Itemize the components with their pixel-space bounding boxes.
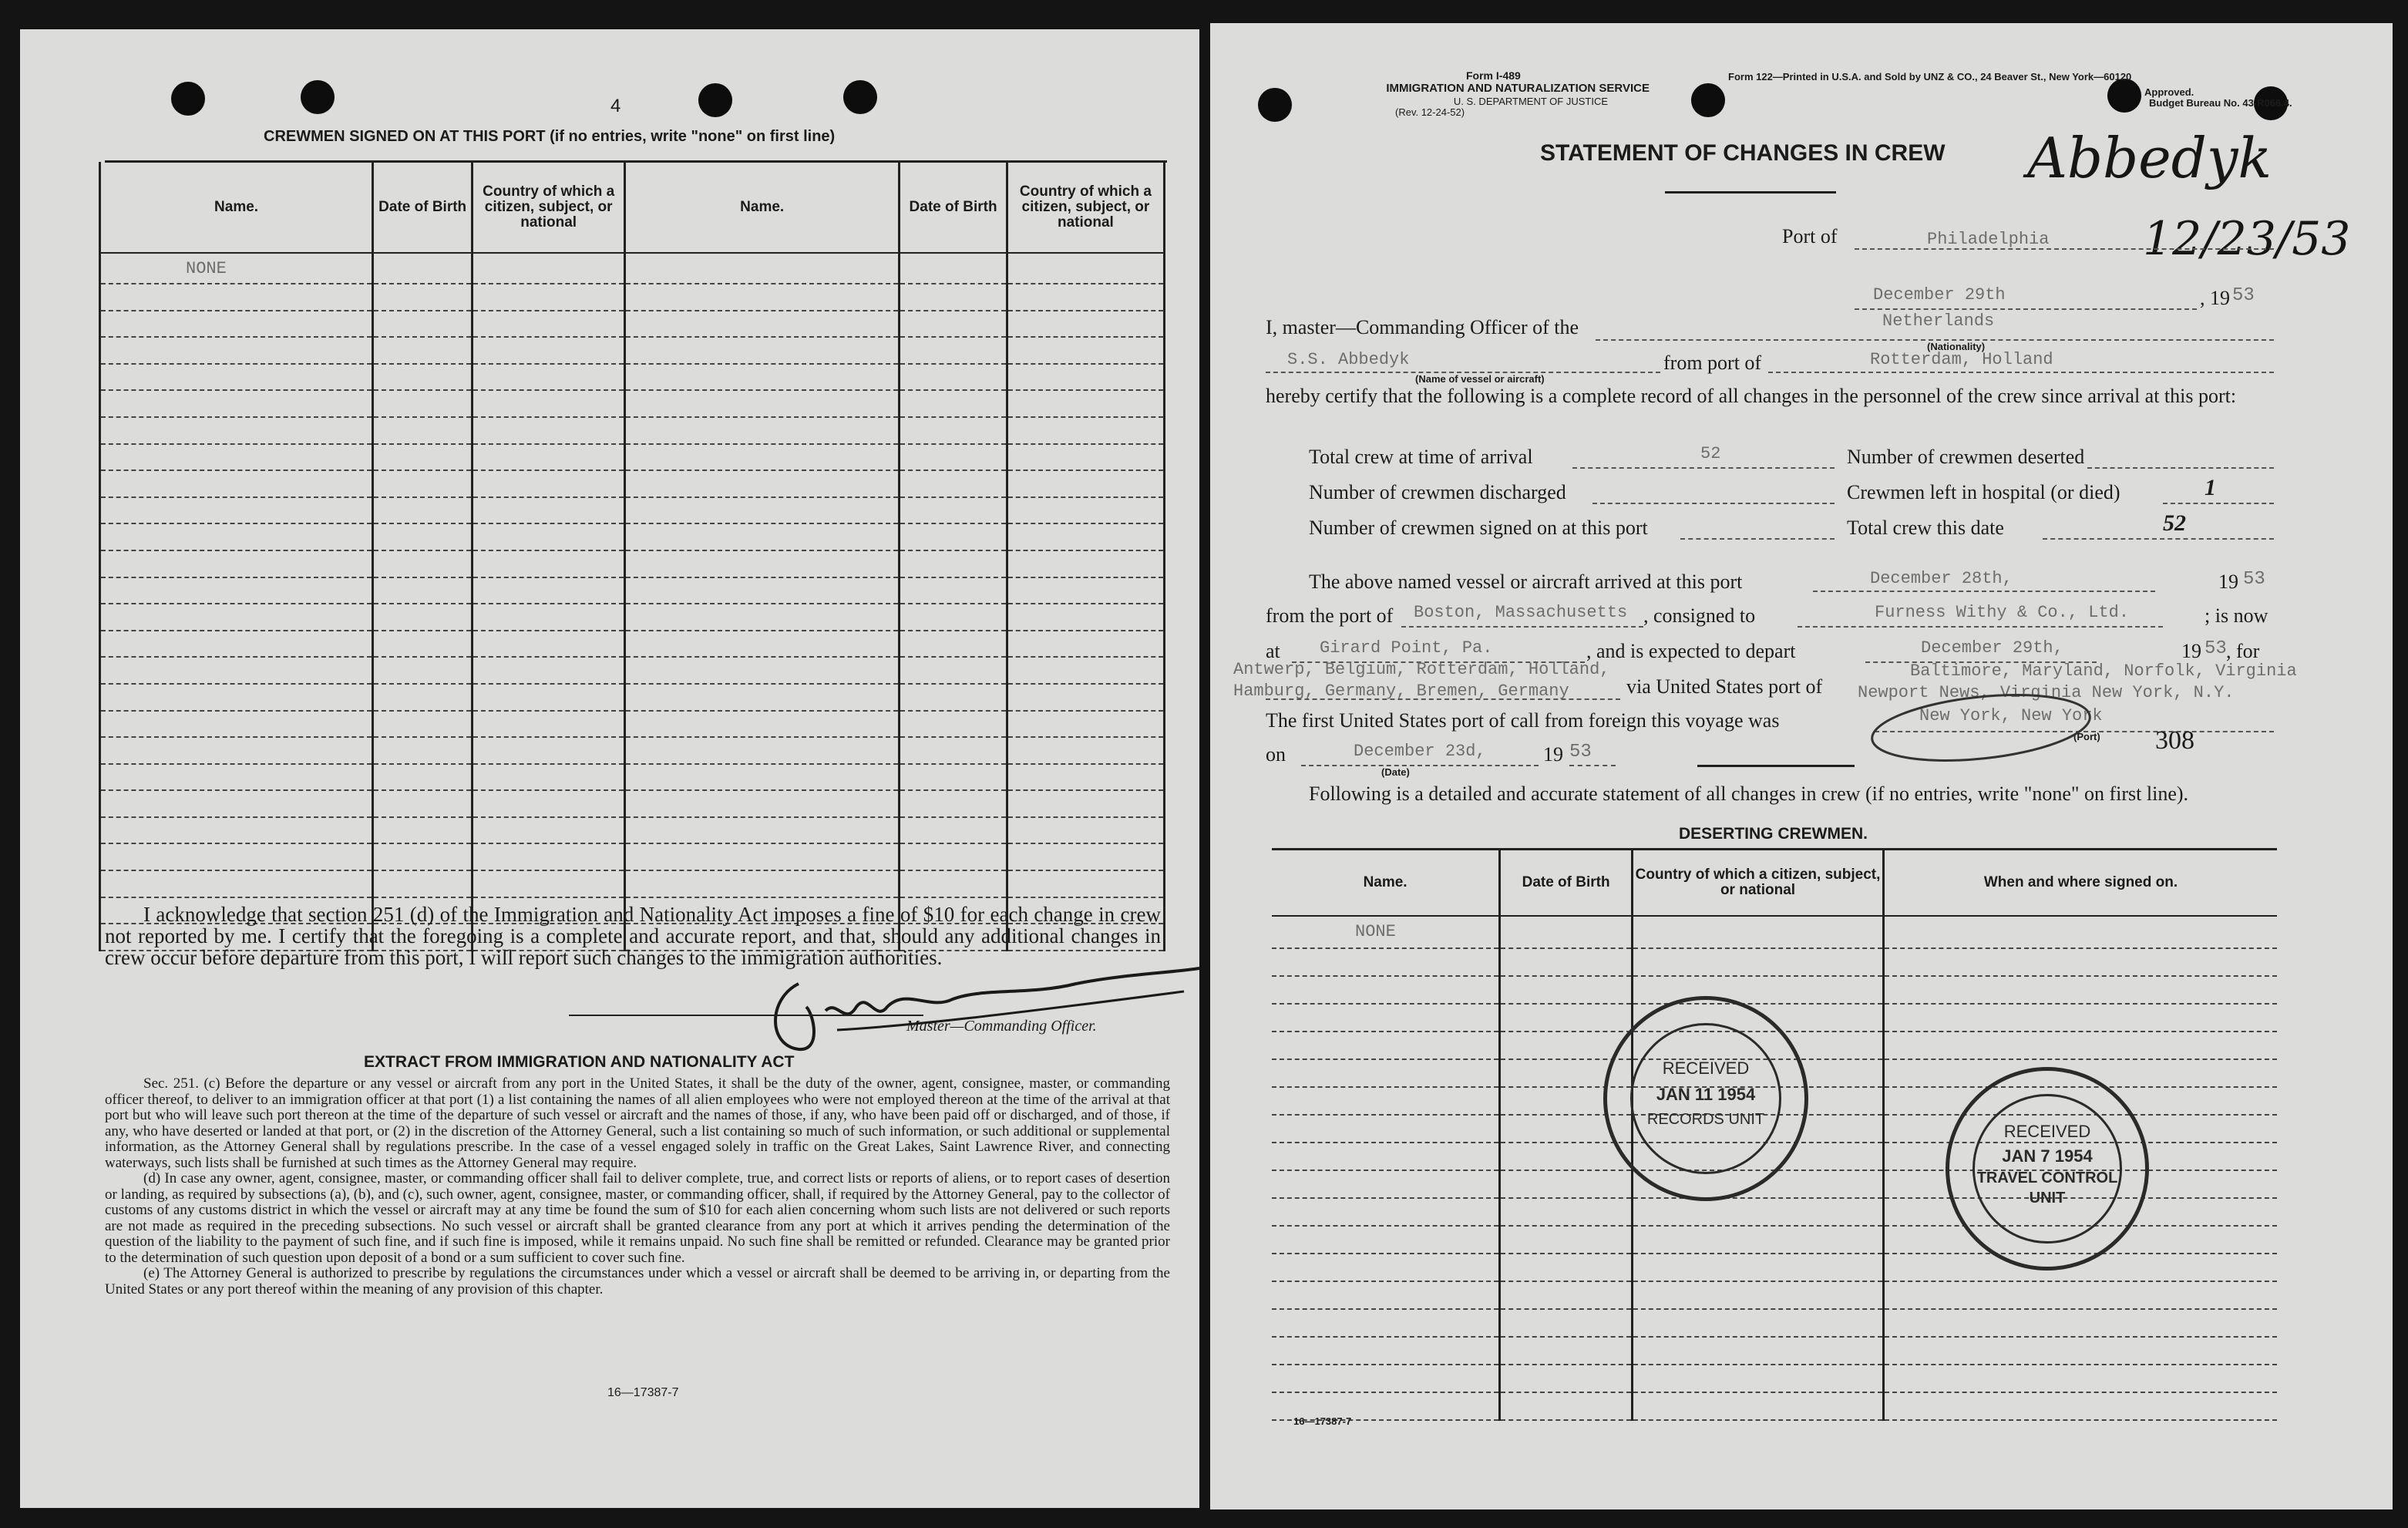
first-port-year: 53 <box>1569 742 1592 762</box>
table-row <box>100 631 1165 658</box>
form-number: Form I-489 <box>1466 69 1521 82</box>
total-date-label: Total crew this date <box>1847 517 2004 539</box>
column-header: Date of Birth <box>373 162 473 253</box>
first-port-date: December 23d, <box>1354 742 1486 761</box>
table-row <box>100 657 1165 684</box>
stamp-date: JAN 11 1954 <box>1656 1085 1756 1104</box>
table-row <box>1272 1309 2277 1337</box>
table-row <box>100 253 1165 284</box>
total-arrival-value: 52 <box>1700 444 1721 463</box>
section-rule <box>1697 765 1855 767</box>
destinations-line1: Antwerp, Belgium, Rotterdam, Holland, <box>1233 660 1610 679</box>
table-row <box>100 684 1165 711</box>
report-date: December 29th <box>1873 285 2006 305</box>
signature-caption: Master—Commanding Officer. <box>906 1018 1097 1035</box>
table-row <box>1272 1254 2277 1281</box>
arrival-from-port: Boston, Massachusetts <box>1414 603 1628 622</box>
table-row <box>1272 1281 2277 1309</box>
total-arrival-label: Total crew at time of arrival <box>1309 446 1533 468</box>
received-stamp-records <box>1603 996 1808 1201</box>
table-row <box>100 737 1165 764</box>
punch-hole <box>1691 83 1725 117</box>
table-row <box>100 843 1165 870</box>
table-row <box>1272 948 2277 976</box>
total-date-value: 52 <box>2163 510 2186 536</box>
signed-on-label: Number of crewmen signed on at this port <box>1309 517 1648 539</box>
table-row <box>100 444 1165 471</box>
at-label: at <box>1266 640 1280 662</box>
year-prefix: , 19 <box>2200 287 2230 309</box>
punch-hole <box>2107 79 2141 113</box>
budget-bureau: Budget Bureau No. 43-R066.4. <box>2149 97 2292 109</box>
column-header: Name. <box>1272 850 1500 916</box>
extract-body <box>105 1076 1170 1297</box>
handwritten-oval <box>1865 689 2097 766</box>
first-port-label: The first United States port of call from foreign this voyage was <box>1266 709 1780 732</box>
column-header: When and where signed on. <box>1884 850 2277 916</box>
location: Girard Point, Pa. <box>1320 638 1493 658</box>
column-header: Name. <box>100 162 373 253</box>
via-label: via United States port of <box>1626 675 1823 698</box>
table-row <box>100 870 1165 897</box>
extract-title: EXTRACT FROM IMMIGRATION AND NATIONALITY ACT <box>364 1053 795 1071</box>
port-value: Philadelphia <box>1927 230 2050 249</box>
table-row <box>1272 1337 2277 1365</box>
table-row <box>1272 916 2277 948</box>
title-rule <box>1665 191 1836 194</box>
arrival-year-prefix: 19 <box>2218 570 2238 593</box>
hospital-value: 1 <box>2205 475 2216 500</box>
punch-hole <box>698 83 732 117</box>
column-header: Country of which a citizen, subject, or national <box>473 162 625 253</box>
certify-text: hereby certify that the following is a complete record of all changes in the personnel of the crew since arrival at this port: <box>1266 385 2237 407</box>
footer-code: 16—17387-7 <box>607 1386 679 1399</box>
stamp-unit: TRAVEL CONTROL <box>1976 1170 2118 1186</box>
stamp-unit-2: UNIT <box>2029 1190 2066 1207</box>
received-stamp-travel-control <box>1946 1067 2149 1271</box>
arrival-year: 53 <box>2243 569 2265 590</box>
port-caption: (Port) <box>2073 731 2100 742</box>
table-row <box>100 497 1165 524</box>
depart-year-prefix: 19 <box>2181 640 2201 662</box>
depart-year: 53 <box>2205 638 2227 659</box>
table-row <box>100 550 1165 577</box>
table-row <box>1272 1365 2277 1392</box>
approved-label: Approved. <box>2144 86 2194 98</box>
column-header: Country of which a citizen, subject, or national <box>1007 162 1164 253</box>
port-label: Port of <box>1782 225 1838 247</box>
destinations-line2: Hamburg, Germany, Bremen, Germany <box>1233 682 1569 701</box>
punch-hole <box>301 80 335 114</box>
stamp-date: JAN 7 1954 <box>2002 1146 2093 1166</box>
extract-paragraph: (e) The Attorney General is authorized to prescribe by regulations the circumstances under which a vessel or aircraft shall be deemed to be arriving in, or departing from the United States or any port thereof within the meaning of any provision of this chapter. <box>105 1265 1170 1297</box>
date-caption: (Date) <box>1381 766 1410 778</box>
arrival-intro: The above named vessel or aircraft arrived at this port <box>1309 570 1743 593</box>
table-title: CREWMEN SIGNED ON AT THIS PORT (if no entries, write "none" on first line) <box>264 128 836 145</box>
stamp-unit: RECORDS UNIT <box>1646 1111 1765 1128</box>
nationality-caption: (Nationality) <box>1927 341 1986 352</box>
table-row <box>100 817 1165 844</box>
table-row <box>100 790 1165 817</box>
discharged-label: Number of crewmen discharged <box>1309 481 1566 503</box>
is-now-label: ; is now <box>2205 604 2268 627</box>
extract-paragraph: Sec. 251. (c) Before the departure or any vessel or aircraft from any port in the United States, it shall be the duty of the owner, agent, consignee, master, or commanding officer thereof, to deliver to an immigration officer at that port (1) a list containing the names of all alien employees who were not employed thereon at the time of the arrival at that port but who will leave such port thereon at the time of the departure of such vessel or aircraft and the names of those, if any, who have been paid off or discharged, and of those, if any, who have deserted or landed at that port, or (2) in the discretion of the Attorney General, such a list containing so much of such information, or such additional or supplemental information, as the Attorney General shall by regulations prescribe. In the case of a vessel engaged solely in traffic on the Great Lakes, Saint Lawrence River, and connecting waterways, such lists shall be furnished at such times as the Attorney General may require. <box>105 1075 1170 1171</box>
consigned-label: , consigned to <box>1643 604 1756 627</box>
column-header: Date of Birth <box>1500 850 1633 916</box>
following-text: Following is a detailed and accurate statement of all changes in crew (if no entries, write "none" on first line). <box>1309 783 2189 805</box>
first-port: New York, New York <box>1919 706 2103 725</box>
signature-rule <box>569 1015 923 1016</box>
table-row <box>1272 976 2277 1004</box>
handwritten-name: Abbedyk <box>2027 126 2272 190</box>
stamp-received: RECEIVED <box>1662 1058 1750 1078</box>
left-page <box>20 29 1199 1508</box>
table-row <box>100 364 1165 391</box>
stamp-received: RECEIVED <box>2003 1122 2091 1141</box>
table-row <box>1272 1392 2277 1420</box>
department: U. S. DEPARTMENT OF JUSTICE <box>1453 96 1608 107</box>
revision: (Rev. 12-24-52) <box>1395 106 1465 118</box>
form-title: STATEMENT OF CHANGES IN CREW <box>1540 140 1946 166</box>
footer-code: 16—17387-7 <box>1293 1415 1352 1427</box>
hospital-label: Crewmen left in hospital (or died) <box>1847 481 2120 503</box>
depart-label: , and is expected to depart <box>1586 640 1796 662</box>
via-line1: Baltimore, Maryland, Norfolk, Virginia <box>1910 661 2297 681</box>
table-row <box>100 390 1165 417</box>
right-page <box>1210 23 2393 1509</box>
handwritten-date: 12/23/53 <box>2143 212 2351 266</box>
deserting-title: DESERTING CREWMEN. <box>1679 825 1868 843</box>
table-row <box>100 523 1165 550</box>
year-value: 53 <box>2232 285 2255 306</box>
column-header: Date of Birth <box>900 162 1007 253</box>
from-port-label: from port of <box>1663 352 1762 374</box>
table-row <box>100 711 1165 738</box>
none-entry: NONE <box>1355 922 1396 941</box>
punch-hole <box>843 80 877 114</box>
consignee: Furness Withy & Co., Ltd. <box>1875 603 2130 622</box>
page-number: 4 <box>610 96 621 116</box>
arrival-date: December 28th, <box>1870 569 2013 588</box>
printer-note: Form 122—Printed in U.S.A. and Sold by UNZ & CO., 24 Beaver St., New York—60120 <box>1728 71 2132 82</box>
table-row <box>100 604 1165 631</box>
for-label: , for <box>2226 640 2260 662</box>
table-row <box>100 284 1165 311</box>
first-port-year-prefix: 19 <box>1543 743 1563 766</box>
column-header: Name. <box>625 162 900 253</box>
signed-on-table <box>99 162 1165 951</box>
deserted-label: Number of crewmen deserted <box>1847 446 2085 468</box>
column-header: Country of which a citizen, subject, or national <box>1633 850 1884 916</box>
via-line2: Newport News, Virginia New York, N.Y. <box>1858 683 2235 702</box>
depart-date: December 29th, <box>1921 638 2063 658</box>
master-label: I, master—Commanding Officer of the <box>1266 316 1579 338</box>
table-row <box>100 577 1165 604</box>
table-row <box>100 337 1165 364</box>
vessel-caption: (Name of vessel or aircraft) <box>1415 373 1545 385</box>
vessel-value: S.S. Abbedyk <box>1287 350 1410 369</box>
table-row <box>100 311 1165 338</box>
handwritten-annotation <box>2012 116 2374 278</box>
none-entry: NONE <box>186 258 227 278</box>
nationality-value: Netherlands <box>1882 311 1995 331</box>
on-label: on <box>1266 743 1286 766</box>
table-row <box>100 417 1165 444</box>
table-row <box>100 764 1165 791</box>
table-row <box>100 470 1165 497</box>
acknowledgment-text: I acknowledge that section 251 (d) of the Immigration and Nationality Act imposes a fine of $10 for each change in crew not reported by me. I certify that the foregoing is a complete and accurate report, and that, should any additional changes in crew occur before departure from this port, I will report such changes to the immigration authorities. <box>105 903 1161 969</box>
master-signature <box>752 953 1215 1069</box>
agency: IMMIGRATION AND NATURALIZATION SERVICE <box>1386 82 1650 95</box>
number-308: 308 <box>2155 726 2194 755</box>
from-port-value: Rotterdam, Holland <box>1870 350 2053 369</box>
punch-hole <box>171 82 205 116</box>
from-port-label-2: from the port of <box>1266 604 1394 627</box>
extract-paragraph: (d) In case any owner, agent, consignee, master, or commanding officer shall fail to deliver complete, true, and correct lists or reports of aliens, or to report cases of desertion or landing, as required by subsections (a), (b), and (c), such owner, agent, consignee, master, or commanding officer, shall, if required by the Attorney General, pay to the collector of customs of any customs district in which the vessel or aircraft may at any time be found the sum of $10 for each alien concerning whom such lists are not delivered or such reports are not made as required in the preceding subsections. No such vessel or aircraft shall be granted clearance from any port at which it arrives pending the determination of the question of the liability to the payment of such fine, and if such fine is imposed, while it remains unpaid. No such fine shall be remitted or refunded. Clearance may be granted prior to the determination of such question upon deposit of a bond or a sum sufficient to cover such fine. <box>105 1170 1170 1266</box>
